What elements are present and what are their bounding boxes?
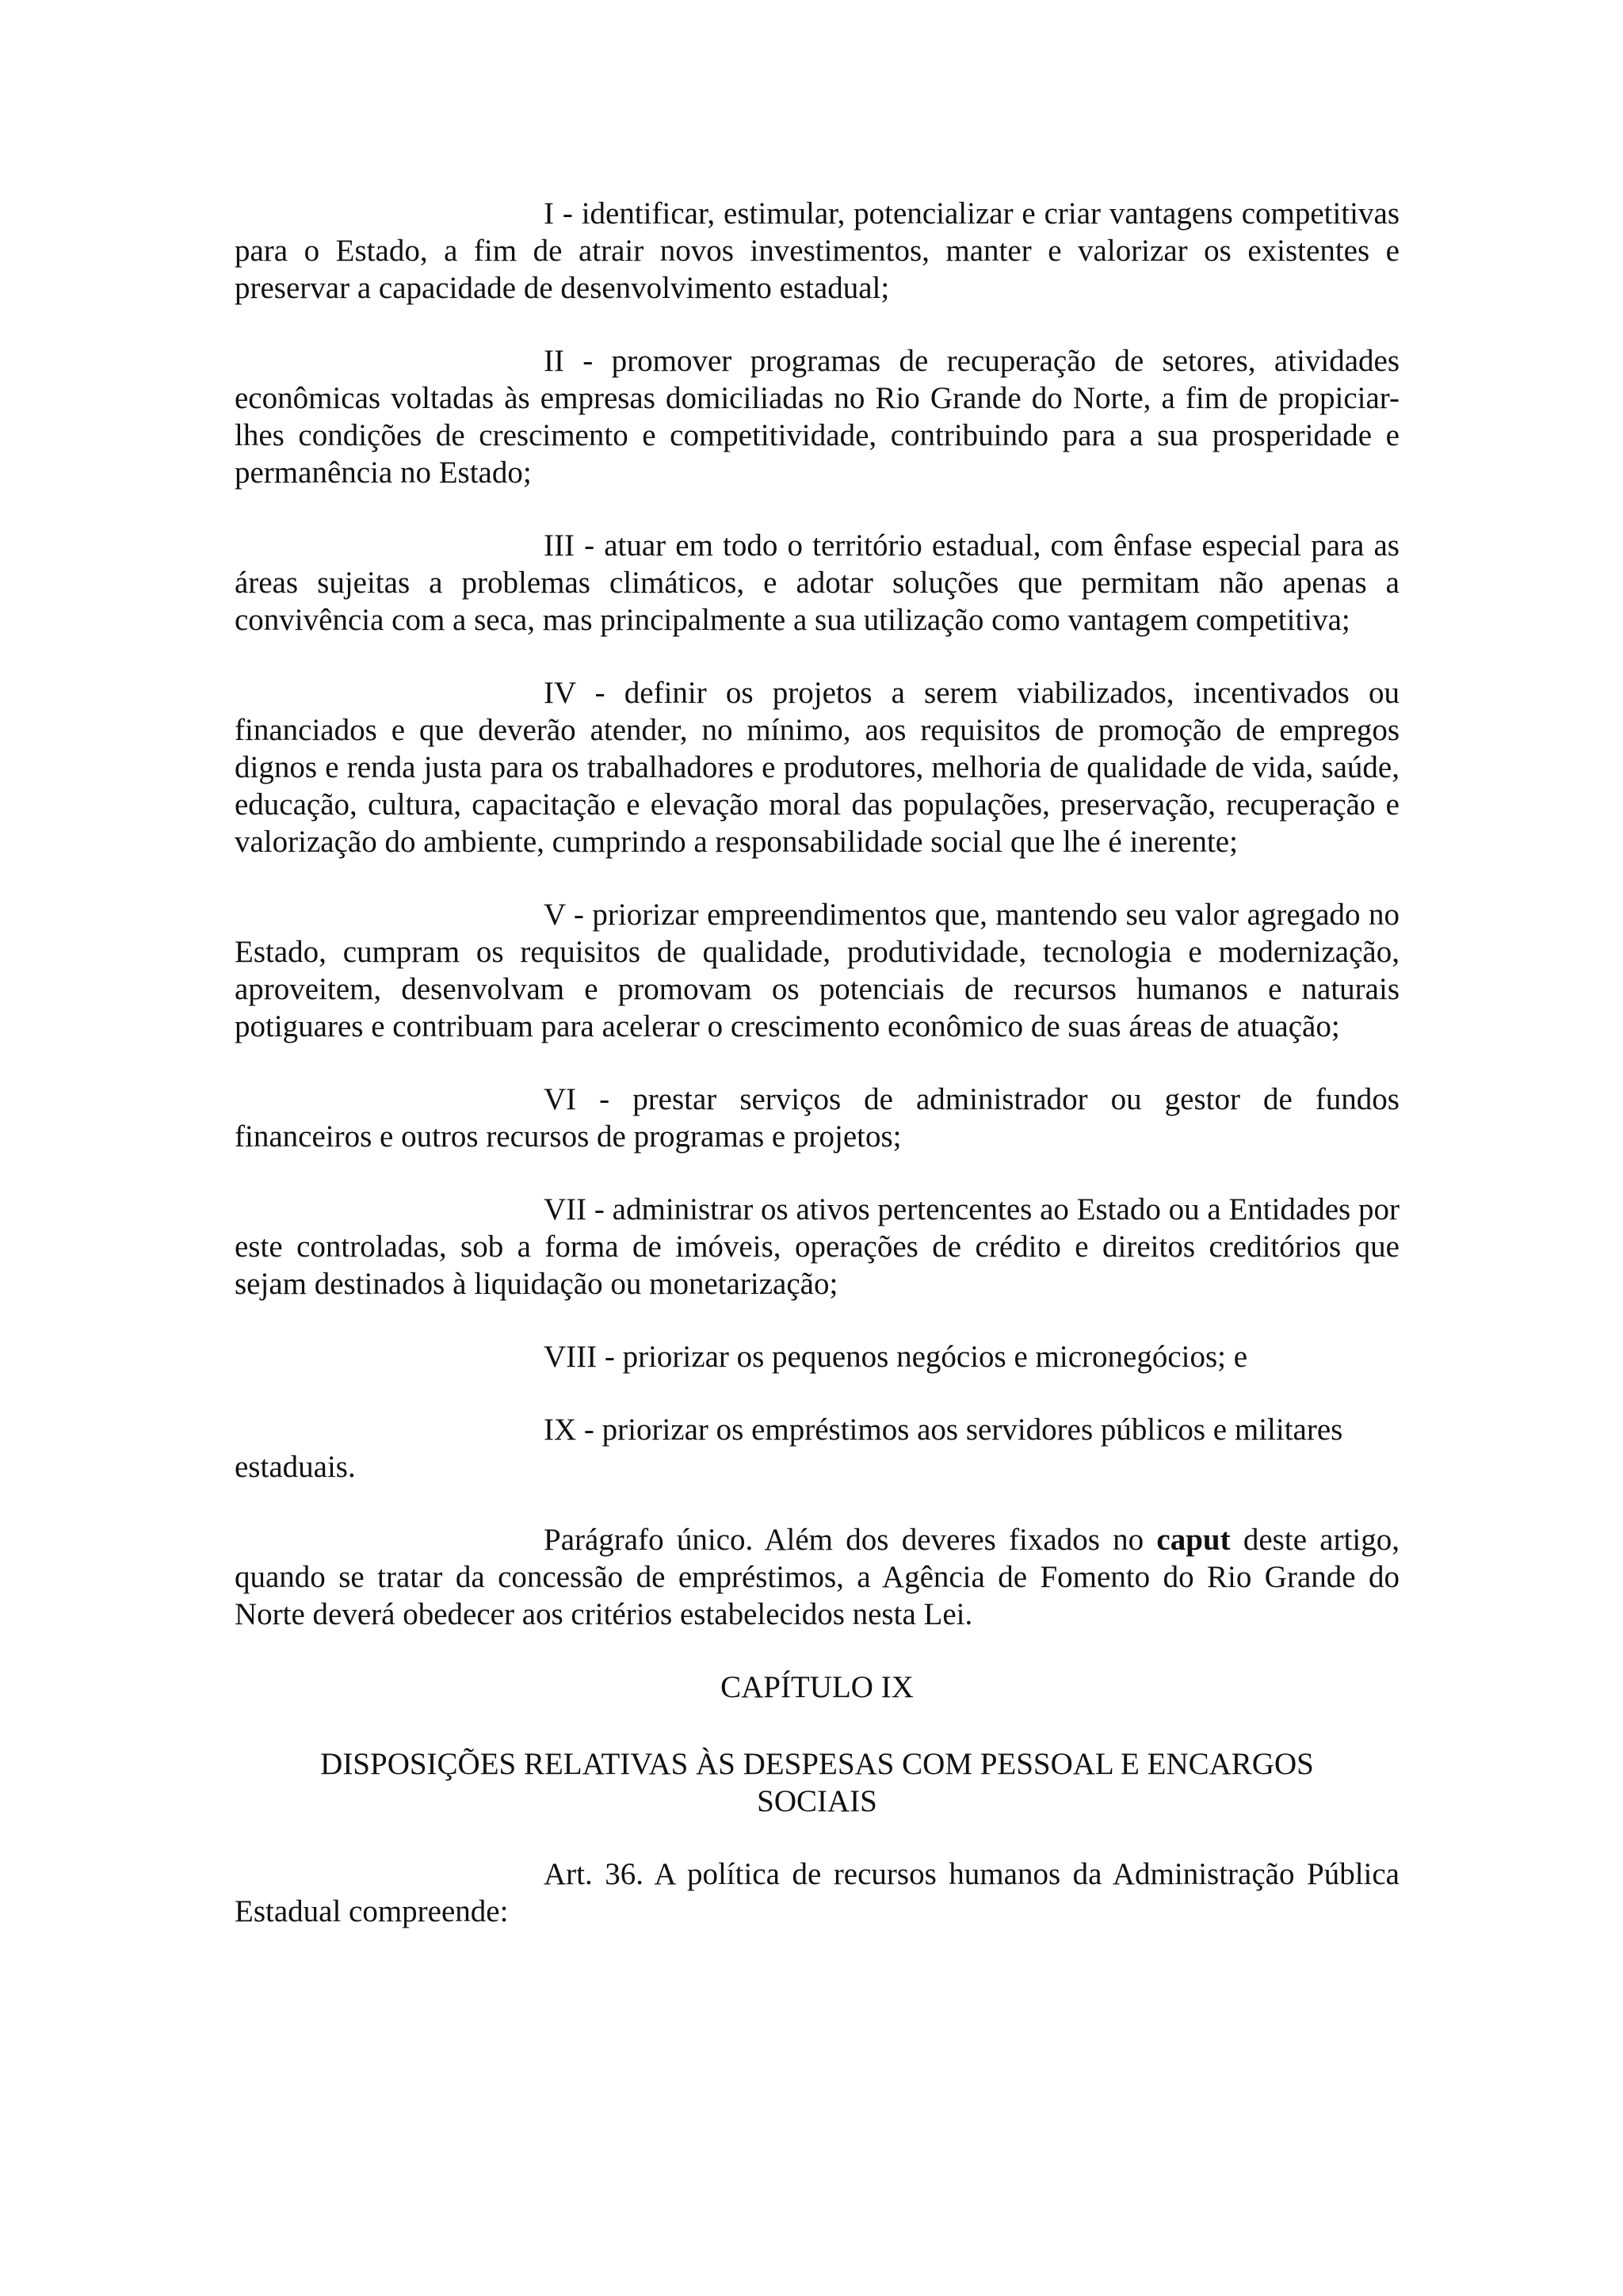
inciso-vii: VII - administrar os ativos pertencentes ao Estado ou a Entidades por este controladas, sob a forma de imóveis, operações de crédito e direitos creditórios que sejam destinados à liquidação ou monetarização; [235, 1192, 1400, 1301]
inciso-iv: IV - definir os projetos a serem viabilizados, incentivados ou financiados e que deverão atender, no mínimo, aos requisitos de promoção de empregos dignos e renda justa para os trabalhadores e produtores, melhoria de qualidade de vida, saúde, educação, cultura, capacitação e elevação moral das populações, preservação, recuperação e valorização do ambiente, cumprindo a responsabilidade social que lhe é inerente; [235, 676, 1400, 859]
inciso-v: V - priorizar empreendimentos que, mantendo seu valor agregado no Estado, cumpram os requisitos de qualidade, produtividade, tecnologia e modernização, aproveitem, desenvolvam e promovam os potenciais de recursos humanos e naturais potiguares e contribuam para acelerar o crescimento econômico de suas áreas de atuação; [235, 898, 1400, 1043]
inciso-viii: VIII - priorizar os pequenos negócios e micronegócios; e [544, 1340, 1248, 1374]
article-36: Art. 36. A política de recursos humanos da Administração Pública Estadual compreende: [235, 1857, 1400, 1928]
chapter-heading: CAPÍTULO IX [720, 1670, 914, 1704]
paragrafo-unico-text-after: deste artigo, quando se tratar da concessão de empréstimos, a Agência de Fomento do Rio Grande do Norte deverá obedecer aos critérios estabelecidos nesta Lei. [235, 1523, 1400, 1631]
inciso-ix: IX - priorizar os empréstimos aos servidores públicos e militares estaduais. [235, 1413, 1343, 1484]
caput-emphasis: caput [1156, 1523, 1231, 1557]
paragrafo-unico [235, 1521, 1400, 1633]
document-page [235, 195, 1400, 1966]
chapter-title: DISPOSIÇÕES RELATIVAS ÀS DESPESAS COM PESSOAL E ENCARGOS SOCIAIS [320, 1747, 1314, 1818]
inciso-i: I - identificar, estimular, potencializar e criar vantagens competitivas para o Estado, a fim de atrair novos investimentos, manter e valorizar os existentes e preservar a capacidade de desenvolvimento estadual; [235, 196, 1400, 305]
inciso-iii: III - atuar em todo o território estadual, com ênfase especial para as áreas sujeitas a problemas climáticos, e adotar soluções que permitam não apenas a convivência com a seca, mas principalmente a sua utilização como vantagem competitiva; [235, 528, 1400, 637]
paragrafo-unico-text-before: Parágrafo único. Além dos deveres fixados no [544, 1523, 1157, 1557]
inciso-vi: VI - prestar serviços de administrador ou gestor de fundos financeiros e outros recursos de programas e projetos; [235, 1082, 1400, 1154]
inciso-ii: II - promover programas de recuperação de setores, atividades econômicas voltadas às empresas domiciliadas no Rio Grande do Norte, a fim de propiciar-lhes condições de crescimento e competitividade, contribuindo para a sua prosperidade e permanência no Estado; [235, 344, 1400, 490]
